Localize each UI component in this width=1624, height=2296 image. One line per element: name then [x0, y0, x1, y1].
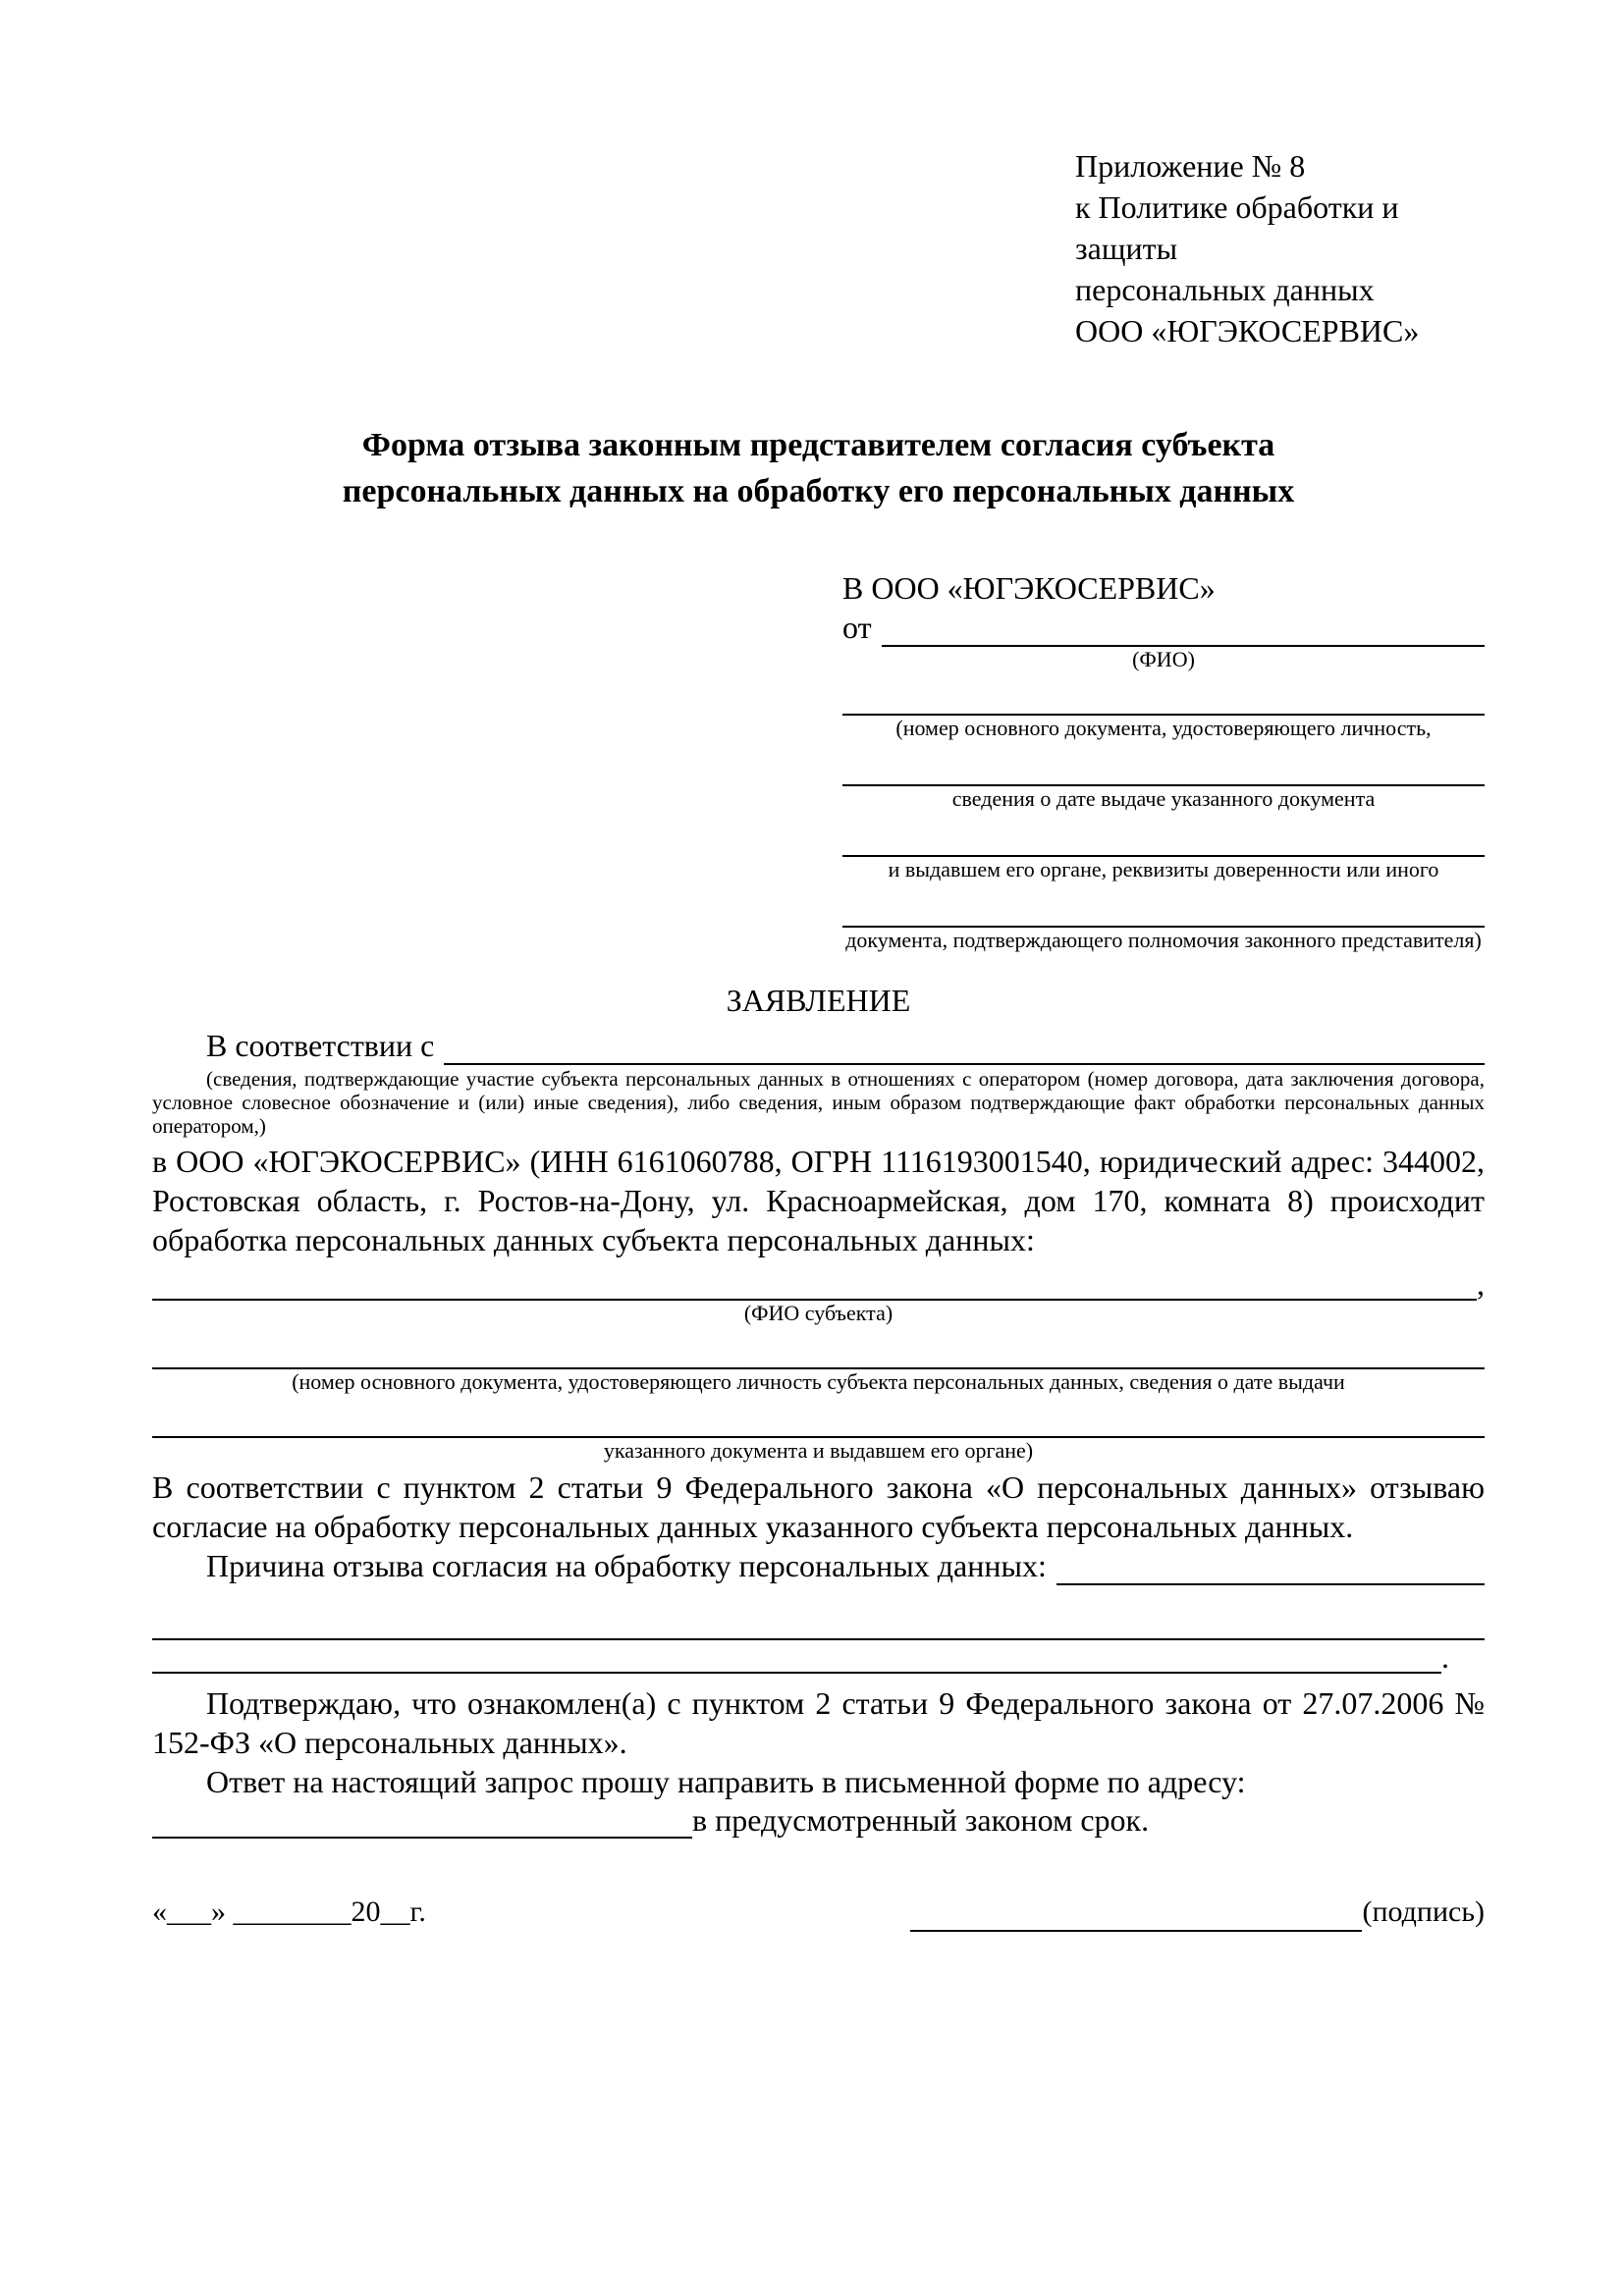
signature-blank-field	[910, 1902, 1362, 1932]
appendix-header-line-1: Приложение № 8	[1075, 148, 1306, 184]
date-line: «___» ________20__г.	[152, 1896, 426, 1928]
statement-heading: ЗАЯВЛЕНИЕ	[726, 983, 911, 1018]
reason-final-blank-field	[152, 1648, 1441, 1674]
caption-fio: (ФИО)	[1132, 647, 1195, 671]
operator-paragraph: в ООО «ЮГЭКОСЕРВИС» (ИНН 6161060788, ОГРН 1116193001540, юридический адрес: 344002, Ростовская область, г. Ростов-на-Дону, ул. Красноармейская, дом 170, комната 8) происходит обработка персональных данных субъекта персональных данных:	[152, 1144, 1485, 1257]
intro-label: В соответствии с	[206, 1028, 435, 1063]
representative-document-blank-field	[842, 672, 1485, 716]
agreement-details-blank-field	[444, 1034, 1485, 1065]
caption-document-number: (номер основного документа, удостоверяющего личность,	[895, 716, 1432, 740]
subject-name-blank-field	[152, 1275, 1477, 1301]
footer-row	[152, 1893, 1485, 1932]
reply-address-row	[152, 1801, 1485, 1839]
caption-issuing-authority: и выдавшем его органе, реквизиты доверенности или иного	[888, 857, 1439, 881]
document-title	[152, 422, 1485, 514]
confirmation-paragraph: Подтверждаю, что ознакомлен(а) с пунктом 2 статьи 9 Федерального закона от 27.07.2006 № 152-ФЗ «О персональных данных».	[152, 1685, 1485, 1760]
subject-document-blank-field	[152, 1326, 1485, 1369]
signature-caption: (подпись)	[1362, 1896, 1485, 1928]
appendix-header-line-3: персональных данных	[1075, 272, 1375, 307]
representative-name-blank-field	[882, 615, 1485, 647]
addressee-organization: В ООО «ЮГЭКОСЕРВИС»	[842, 570, 1216, 606]
withdrawal-paragraph: В соответствии с пунктом 2 статьи 9 Федерального закона «О персональных данных» отзываю согласие на обработку персональных данных указанного субъекта персональных данных.	[152, 1469, 1485, 1544]
reply-paragraph: Ответ на настоящий запрос прошу направить в письменной форме по адресу:	[206, 1764, 1246, 1799]
addressee-from-row	[842, 608, 1485, 647]
appendix-header-line-2: к Политике обработки и защиты	[1075, 189, 1399, 266]
subject-name-row	[152, 1267, 1485, 1301]
document-title-line-2: персональных данных на обработку его персональных данных	[342, 473, 1295, 509]
signature-group	[910, 1893, 1485, 1932]
authority-document-blank-field	[842, 882, 1485, 928]
caption-subject-document-issuer: указанного документа и выдавшем его органе)	[603, 1438, 1034, 1463]
reply-address-blank-field	[152, 1809, 692, 1839]
agreement-details-caption: (сведения, подтверждающие участие субъекта персональных данных в отношениях с оператором (номер договора, дата заключения договора, условное словесное обозначение и (или) иные сведения), либо сведения, иным образом подтверждающие факт обработки персональных данных оператором,)	[152, 1067, 1485, 1138]
appendix-header-line-4: ООО «ЮГЭКОСЕРВИС»	[1075, 313, 1420, 348]
subject-name-comma: ,	[1477, 1266, 1485, 1302]
subject-document-issuer-blank-field	[152, 1395, 1485, 1438]
reason-period: .	[1441, 1639, 1449, 1675]
document-title-line-1: Форма отзыва законным представителем согласия субъекта	[361, 427, 1275, 463]
addressee-block	[842, 568, 1485, 953]
reason-row	[152, 1546, 1485, 1585]
caption-subject-fio: (ФИО субъекта)	[743, 1301, 893, 1325]
reason-final-row	[152, 1640, 1485, 1674]
reply-suffix: в предусмотренный законом срок.	[692, 1802, 1150, 1838]
caption-subject-document: (номер основного документа, удостоверяющего личность субъекта персональных данных, сведения о дате выдачи	[292, 1369, 1345, 1394]
caption-authority-document: документа, подтверждающего полномочия законного представителя)	[845, 928, 1482, 952]
from-label: от	[842, 610, 872, 645]
issuing-authority-blank-field	[842, 812, 1485, 857]
caption-issue-date: сведения о дате выдаче указанного документа	[951, 786, 1376, 811]
appendix-header	[1075, 145, 1485, 351]
reason-label: Причина отзыва согласия на обработку персональных данных:	[206, 1548, 1047, 1583]
intro-row	[152, 1026, 1485, 1065]
document-issue-date-blank-field	[842, 741, 1485, 786]
reason-blank-field	[1056, 1554, 1485, 1585]
reason-continuation-blank-field	[152, 1601, 1485, 1640]
